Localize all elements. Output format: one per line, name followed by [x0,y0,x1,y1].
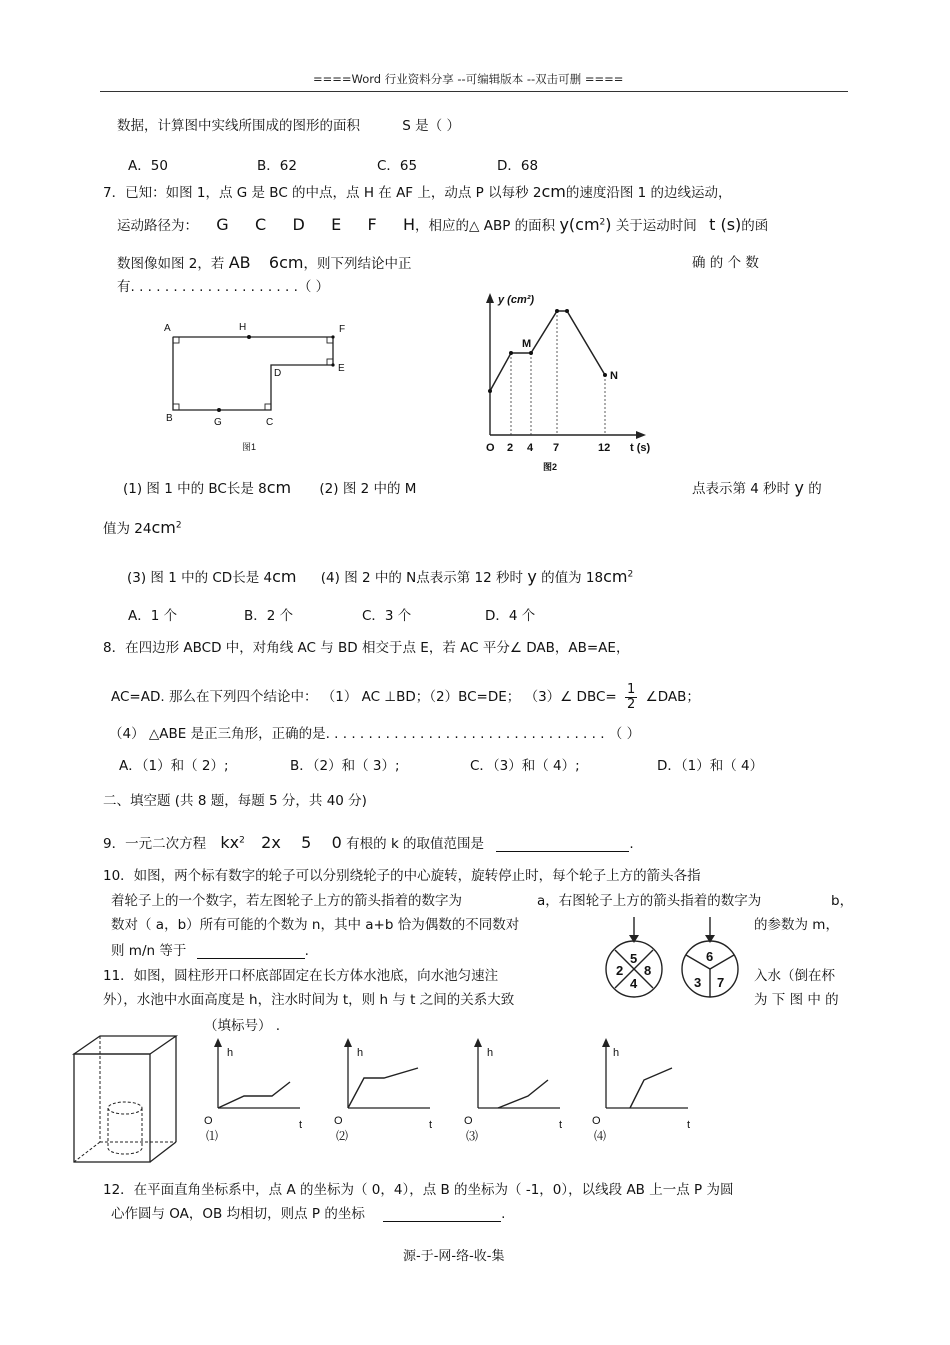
fig1-label-b: B [166,413,173,424]
graph1-t: t [299,1119,303,1131]
q7-line2 [117,215,768,234]
fig2-graph-line [490,311,605,391]
q7-c2: 值为 24 [103,521,152,537]
q6-option-c: C．65 [377,158,418,174]
graph4-h: h [613,1047,620,1059]
q10-line2c: b， [831,893,854,909]
q10-line4 [111,943,309,959]
fig2-point-m: M [522,338,532,350]
q6-option-d: D．68 [497,158,539,174]
q8-option-b: B．（2）和（ 3）; [290,758,400,774]
q9-answer-blank[interactable] [496,837,629,852]
figure-1 [155,315,365,460]
q10-line1: 10．如图，两个标有数字的轮子可以分别绕轮子的中心旋转，旋转停止时，每个轮子上方的箭头各指 [103,868,701,884]
q7-option-a: A．1 个 [128,608,178,624]
q6-text: 数据，计算图中实线所围成的图形的面积 [117,118,360,134]
q7-l2d: 的函 [741,218,769,234]
q10-l4a: 则 m/n 等于 [111,943,187,959]
q7-c3-unit2: cm [603,567,628,586]
fig2-tick-2: 2 [507,442,514,454]
wheel1-num-bottom: 4 [630,976,638,991]
q7-line3 [117,253,411,272]
q7-c2-exp: 2 [175,520,182,531]
q9-mid: 2x 5 0 [261,833,342,852]
section2-title: 二、填空题 (共 8 题，每题 5 分，共 40 分) [103,793,367,809]
q10-line3a: 数对（ a，b）所有可能的个数为 n，其中 a+b 恰为偶数的不同数对 [111,917,520,933]
fig1-label-f: F [339,324,346,335]
q7-ycm-exp: 2 [599,217,606,228]
q8-fraction-num: 1 [627,682,636,697]
q7-l1-unit: cm [541,182,566,201]
q7-c1b: (2) 图 2 中的 M [319,481,417,497]
fig2-tick-12: 12 [598,442,611,454]
q11-line2b: 为 下 图 中 的 [754,992,839,1008]
q7-c3b: (4) 图 2 中的 N点表示第 12 秒时 [320,570,524,586]
fig1-label-d: D [274,368,282,379]
q7-c1d: 的 [808,481,822,497]
tank-figure [70,1032,190,1167]
q7-l3c: 确 的 个 数 [692,255,759,271]
fig2-tick-o: O [486,442,495,454]
q8-option-d: D．（1）和（ 4） [657,758,764,774]
fig1-label-g: G [214,417,222,428]
q7-l1b: 的速度沿图 1 的边线运动， [565,185,732,201]
q8-fraction-den: 2 [627,696,636,712]
fig1-label-e: E [338,363,345,374]
q7-ts: t (s) [709,215,742,234]
fig2-point-n: N [610,370,618,382]
graph4-label: ⑷ [594,1129,607,1143]
graph1-h: h [227,1047,234,1059]
graph-4 [588,1036,698,1148]
fig1-point-g [217,408,221,412]
fig2-tick-7: 7 [553,442,560,454]
q7-path-c: C [255,215,267,234]
fig1-label-c: C [266,417,274,428]
q6-option-b: B．62 [257,158,297,174]
graph-1 [200,1036,310,1148]
q10-line2a: 着轮子上的一个数字，若左图轮子上方的箭头指着的数字为 [111,893,462,909]
graph-2 [330,1036,440,1148]
q7-c3a: (3) 图 1 中的 CD长是 4 [127,570,273,586]
q7-c3-exp: 2 [627,569,634,580]
q7-statement-1-cont [103,518,182,537]
fig1-caption: 图1 [242,442,257,452]
page-footer: 源-于-网-络-收-集 [403,1249,505,1264]
q7-path-g: G [216,215,229,234]
q6-option-a: A．50 [128,158,168,174]
fig2-x-label: t (s) [630,442,651,454]
q7-c1c: 点表示第 4 秒时 [692,481,791,497]
q7-option-d: D．4 个 [485,608,536,624]
q7-l2c: 关于运动时间 [615,218,697,234]
graph3-label: ⑶ [466,1129,479,1143]
q7-ycm-close: ) [605,215,612,234]
q12-l2b: . [501,1206,506,1222]
wheel2-num-left: 3 [694,975,702,990]
wheel1-num-left: 2 [616,963,624,978]
q7-path-e: E [331,215,342,234]
wheel2-num-top: 6 [706,949,714,964]
q7-statement-1-right [692,478,822,497]
q7-six-cm: 6cm [268,253,304,272]
q7-ab: AB [228,253,251,272]
graph-3 [460,1036,570,1148]
q7-line1 [103,182,732,201]
q7-c2-unit: cm [151,518,176,537]
graph1-label: ⑴ [206,1129,219,1143]
q7-c1a: (1) 图 1 中的 BC长是 8 [123,481,267,497]
page-header: ====Word 行业资料分享 --可编辑版本 --双击可删 ==== [313,72,624,86]
q7-option-b: B．2 个 [244,608,294,624]
q9-line [103,833,634,852]
q10-line3b: 的参数为 m， [754,917,839,933]
q8-fraction [625,683,637,711]
q7-path-d: D [292,215,305,234]
q7-statement-1 [123,478,416,497]
fig2-caption: 图2 [543,462,558,472]
fig1-label-a: A [164,323,171,334]
q9-exp: 2 [239,835,245,846]
q7-line4: 有. . . . . . . . . . . . . . . . . . . .（ ） [117,279,330,295]
graph2-t: t [429,1119,433,1131]
q10-answer-blank[interactable] [197,944,305,959]
q11-line3: （填标号） . [204,1018,281,1034]
wheel1-num-right: 8 [644,963,652,978]
graph2-h: h [357,1047,364,1059]
wheel2-num-right: 7 [717,975,725,990]
q8-option-a: A．（1）和（ 2）; [119,758,229,774]
q7-c3-unit: cm [272,567,297,586]
q8-line3: （4） △ABE 是正三角形，正确的是. . . . . . . . . . . . . . . . . . . . . . . . . . . . . . . . . （ ） [109,726,641,742]
q8-line2 [111,683,700,711]
q8-l2a: AC=AD. 那么在下列四个结论中： （1） AC ⊥BD；（2）BC=DE； （3）∠ DBC= [111,689,617,706]
graph3-t: t [559,1119,563,1131]
header-rule [100,91,848,92]
q7-l2a: 运动路径为： [117,218,198,234]
wheels-figure [602,915,742,1010]
q8-option-c: C．（3）和（ 4）; [470,758,580,774]
q12-line2 [111,1206,505,1222]
fig2-y-label: y (cm²) [498,294,535,306]
graph3-o: O [464,1115,473,1127]
q7-c3c: 的值为 18 [541,570,604,586]
q7-path-h: H [403,215,416,234]
wheel1-num-top: 5 [630,951,638,966]
q9-a: 9．一元二次方程 [103,836,207,852]
graph2-o: O [334,1115,343,1127]
q7-c1-y: y [794,478,804,497]
graph1-o: O [204,1115,213,1127]
graph3-h: h [487,1047,494,1059]
graph4-o: O [592,1115,601,1127]
q7-c1-unit: cm [266,478,292,497]
q8-l2b: ∠DAB； [645,689,700,706]
q12-answer-blank[interactable] [383,1207,501,1222]
q7-l1a: 7．已知：如图 1，点 G 是 BC 的中点，点 H 在 AF 上，动点 P 以每秒 2 [103,185,542,201]
q12-l2a: 心作圆与 OA，OB 均相切，则点 P 的坐标 [111,1206,365,1222]
q7-statement-3 [127,567,633,586]
q7-path-f: F [367,215,377,234]
q9-kx: kx [220,833,240,852]
q9-b: 有根的 k 的取值范围是 [346,836,485,852]
q7-l2b: ，相应的△ ABP 的面积 [415,218,556,234]
q7-ycm: y(cm [559,215,600,234]
q11-line2a: 外），水池中水面高度是 h，注水时间为 t，则 h 与 t 之间的关系大致 [103,992,515,1008]
graph4-t: t [687,1119,691,1131]
graph2-label: ⑵ [336,1129,349,1143]
q11-line1b: 入水（倒在杯 [754,968,835,984]
q11-line1a: 11．如图，圆柱形开口杯底部固定在长方体水池底，向水池匀速注 [103,968,499,984]
q10-l4b: . [304,943,309,959]
q10-line2b: a，右图轮子上方的箭头指着的数字为 [537,893,762,909]
q12-line1: 12．在平面直角坐标系中，点 A 的坐标为（ 0，4），点 B 的坐标为（ -1，0），以线段 AB 上一点 P 为圆 [103,1182,734,1198]
figure-2 [478,287,668,477]
fig2-tick-4: 4 [527,442,534,454]
q7-l3a: 数图像如图 2，若 [117,256,225,272]
fig1-outline [173,337,333,410]
q7-option-c: C．3 个 [362,608,412,624]
q6-tail: S 是（ ） [402,118,460,134]
q6-line [117,118,460,134]
fig1-label-h: H [239,322,247,333]
q8-line1: 8．在四边形 ABCD 中，对角线 AC 与 BD 相交于点 E，若 AC 平分∠ DAB，AB=AE， [103,640,630,656]
q9-end: . [629,836,634,852]
q7-c3-y: y [527,567,537,586]
fig1-point-h [247,335,251,339]
q7-l3b: ，则下列结论中正 [303,256,412,272]
